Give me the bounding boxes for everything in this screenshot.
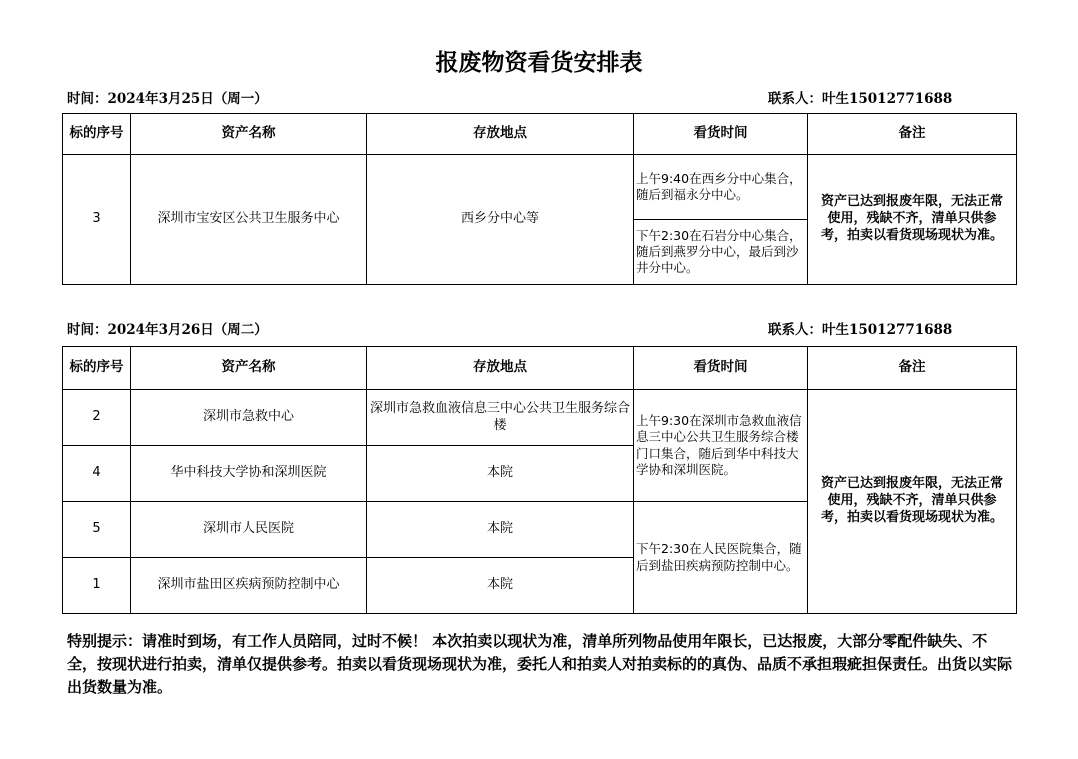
view-time-morning: 上午9:40在西乡分中心集合，随后到福永分中心。 bbox=[634, 155, 807, 220]
section1-time: 时间：2024年3月25日（周一） bbox=[67, 91, 268, 107]
cell-location: 本院 bbox=[367, 446, 634, 502]
page-title: 报废物资看货安排表 bbox=[435, 49, 643, 76]
col-header-name: 资产名称 bbox=[131, 114, 367, 155]
cell-note: 资产已达到报废年限，无法正常使用，残缺不齐，清单只供参考，拍卖以看货现场现状为准。 bbox=[808, 390, 1017, 614]
section2-table bbox=[62, 346, 1017, 614]
table-header-row bbox=[63, 114, 1017, 155]
section2-time: 时间：2024年3月26日（周二） bbox=[67, 322, 268, 338]
cell-name: 深圳市宝安区公共卫生服务中心 bbox=[131, 155, 367, 285]
cell-view-time-afternoon: 下午2:30在人民医院集合，随后到盐田疾病预防控制中心。 bbox=[634, 502, 808, 614]
cell-note: 资产已达到报废年限，无法正常使用，残缺不齐，清单只供参考，拍卖以看货现场现状为准。 bbox=[808, 155, 1017, 285]
section1-contact: 联系人：叶生15012771688 bbox=[768, 91, 953, 107]
cell-location: 深圳市急救血液信息三中心公共卫生服务综合楼 bbox=[367, 390, 634, 446]
col-header-location: 存放地点 bbox=[367, 347, 634, 390]
cell-view-time bbox=[634, 155, 808, 285]
table-header-row bbox=[63, 347, 1017, 390]
cell-no: 4 bbox=[63, 446, 131, 502]
cell-location: 本院 bbox=[367, 558, 634, 614]
cell-view-time-morning: 上午9:30在深圳市急救血液信息三中心公共卫生服务综合楼门口集合，随后到华中科技大学协和深圳医院。 bbox=[634, 390, 808, 502]
col-header-time: 看货时间 bbox=[634, 114, 808, 155]
col-header-name: 资产名称 bbox=[131, 347, 367, 390]
col-header-location: 存放地点 bbox=[367, 114, 634, 155]
cell-name: 深圳市急救中心 bbox=[131, 390, 367, 446]
section1-table bbox=[62, 113, 1017, 285]
col-header-no: 标的序号 bbox=[63, 114, 131, 155]
col-header-note: 备注 bbox=[808, 114, 1017, 155]
special-notice: 特别提示：请准时到场，有工作人员陪同，过时不候！ 本次拍卖以现状为准，清单所列物品使用年限长，已达报废，大部分零配件缺失、不全，按现状进行拍卖，清单仅提供参考。拍卖以看货现场现状为准，委托人和拍卖人对拍卖标的的真伪、品质不承担瑕疵担保责任。出货以实际出货数量为准。 bbox=[67, 632, 1013, 696]
cell-no: 3 bbox=[63, 155, 131, 285]
section2-contact: 联系人：叶生15012771688 bbox=[768, 322, 953, 338]
col-header-time: 看货时间 bbox=[634, 347, 808, 390]
cell-location: 西乡分中心等 bbox=[367, 155, 634, 285]
col-header-note: 备注 bbox=[808, 347, 1017, 390]
cell-no: 1 bbox=[63, 558, 131, 614]
cell-no: 2 bbox=[63, 390, 131, 446]
cell-location: 本院 bbox=[367, 502, 634, 558]
cell-name: 深圳市人民医院 bbox=[131, 502, 367, 558]
table-row bbox=[63, 155, 1017, 285]
col-header-no: 标的序号 bbox=[63, 347, 131, 390]
table-row bbox=[63, 390, 1017, 446]
cell-name: 深圳市盐田区疾病预防控制中心 bbox=[131, 558, 367, 614]
cell-name: 华中科技大学协和深圳医院 bbox=[131, 446, 367, 502]
view-time-afternoon: 下午2:30在石岩分中心集合，随后到燕罗分中心，最后到沙井分中心。 bbox=[636, 227, 802, 276]
cell-no: 5 bbox=[63, 502, 131, 558]
